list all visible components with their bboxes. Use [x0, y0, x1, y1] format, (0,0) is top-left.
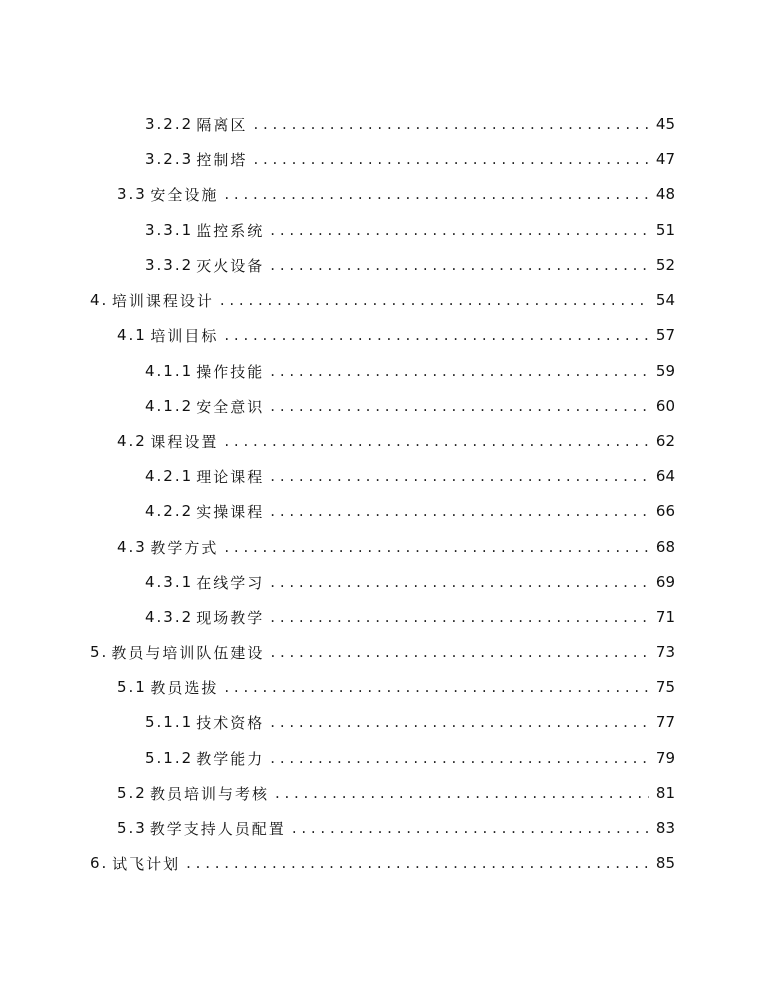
toc-entry[interactable]	[90, 850, 675, 876]
toc-entry-page: 59	[655, 362, 675, 380]
toc-entry-title: 控制塔	[196, 150, 248, 169]
toc-entry-title: 安全设施	[150, 185, 219, 204]
toc-entry-number: 4.1.2	[145, 397, 194, 415]
toc-entry-page: 48	[655, 185, 675, 203]
toc-entry-number: 4.	[90, 291, 109, 309]
toc-entry[interactable]	[117, 780, 675, 806]
toc-entry-title: 教员培训与考核	[149, 784, 269, 803]
toc-entry[interactable]	[145, 146, 675, 172]
toc-entry[interactable]	[90, 287, 675, 313]
toc-entry[interactable]	[117, 322, 675, 348]
toc-entry-number: 5.	[90, 643, 109, 661]
toc-entry-title: 培训课程设计	[111, 291, 214, 310]
toc-entry-number: 4.3	[117, 538, 147, 556]
toc-entry-title: 隔离区	[196, 115, 248, 134]
toc-dot-leader	[270, 608, 649, 626]
toc-entry-number: 5.1	[117, 678, 147, 696]
toc-entry-title: 教学方式	[150, 538, 219, 557]
toc-dot-leader	[253, 150, 649, 168]
toc-entry-title: 课程设置	[150, 432, 219, 451]
toc-entry[interactable]	[145, 358, 675, 384]
toc-entry[interactable]	[145, 111, 675, 137]
toc-entry-number: 5.3	[117, 819, 147, 837]
toc-entry-page: 68	[655, 538, 675, 556]
toc-entry[interactable]	[117, 674, 675, 700]
toc-entry-number: 5.1.2	[145, 749, 194, 767]
toc-dot-leader	[270, 643, 649, 661]
toc-entry-page: 52	[655, 256, 675, 274]
toc-entry-page: 79	[655, 749, 675, 767]
toc-entry-page: 64	[655, 467, 675, 485]
toc-entry-number: 3.2.3	[145, 150, 194, 168]
toc-entry-page: 51	[655, 221, 675, 239]
toc-dot-leader	[275, 784, 649, 802]
toc-entry[interactable]	[145, 217, 675, 243]
toc-entry[interactable]	[145, 463, 675, 489]
toc-dot-leader	[270, 502, 649, 520]
toc-entry-page: 62	[655, 432, 675, 450]
toc-dot-leader	[253, 115, 649, 133]
toc-entry-title: 技术资格	[196, 713, 265, 732]
toc-entry-number: 4.1	[117, 326, 147, 344]
toc-dot-leader	[270, 221, 649, 239]
toc-entry-number: 4.2.2	[145, 502, 194, 520]
toc-entry-title: 现场教学	[196, 608, 265, 627]
toc-dot-leader	[224, 538, 649, 556]
toc-entry[interactable]	[145, 709, 675, 735]
toc-entry-title: 实操课程	[196, 502, 265, 521]
toc-entry-number: 3.2.2	[145, 115, 194, 133]
toc-dot-leader	[270, 573, 649, 591]
toc-entry-number: 4.1.1	[145, 362, 194, 380]
toc-entry-number: 4.2	[117, 432, 147, 450]
toc-entry-title: 教学支持人员配置	[149, 819, 286, 838]
toc-entry-page: 57	[655, 326, 675, 344]
toc-entry-page: 54	[655, 291, 675, 309]
toc-entry-title: 培训目标	[150, 326, 219, 345]
toc-dot-leader	[292, 819, 649, 837]
toc-entry-number: 3.3.2	[145, 256, 194, 274]
toc-entry-page: 71	[655, 608, 675, 626]
toc-entry-page: 69	[655, 573, 675, 591]
toc-entry-number: 3.3.1	[145, 221, 194, 239]
toc-dot-leader	[186, 854, 649, 872]
toc-dot-leader	[270, 362, 649, 380]
toc-entry-page: 85	[655, 854, 675, 872]
toc-entry-title: 教员与培训队伍建设	[111, 643, 265, 662]
toc-entry[interactable]	[117, 815, 675, 841]
toc-entry[interactable]	[117, 181, 675, 207]
toc-entry-number: 5.1.1	[145, 713, 194, 731]
toc-entry-page: 75	[655, 678, 675, 696]
toc-dot-leader	[224, 326, 649, 344]
toc-dot-leader	[220, 291, 649, 309]
toc-entry-title: 在线学习	[196, 573, 265, 592]
toc-dot-leader	[224, 185, 649, 203]
toc-entry-number: 4.3.1	[145, 573, 194, 591]
toc-dot-leader	[270, 749, 649, 767]
toc-entry-page: 77	[655, 713, 675, 731]
toc-entry-title: 监控系统	[196, 221, 265, 240]
toc-dot-leader	[224, 678, 649, 696]
toc-entry[interactable]	[90, 639, 675, 665]
toc-entry-page: 45	[655, 115, 675, 133]
toc-entry-title: 灭火设备	[196, 256, 265, 275]
toc-entry[interactable]	[145, 393, 675, 419]
toc-entry-number: 4.2.1	[145, 467, 194, 485]
toc-dot-leader	[270, 467, 649, 485]
toc-entry-title: 操作技能	[196, 362, 265, 381]
toc-dot-leader	[270, 713, 649, 731]
toc-entry-title: 教学能力	[196, 749, 265, 768]
toc-entry[interactable]	[145, 604, 675, 630]
toc-entry-page: 83	[655, 819, 675, 837]
toc-entry[interactable]	[145, 569, 675, 595]
toc-entry-page: 47	[655, 150, 675, 168]
toc-dot-leader	[224, 432, 649, 450]
toc-dot-leader	[270, 256, 649, 274]
toc-entry-number: 6.	[90, 854, 109, 872]
toc-entry[interactable]	[145, 252, 675, 278]
toc-entry-number: 5.2	[117, 784, 147, 802]
toc-dot-leader	[270, 397, 649, 415]
toc-entry-title: 试飞计划	[112, 854, 181, 873]
toc-entry-page: 81	[655, 784, 675, 802]
toc-entry-title: 教员选拔	[150, 678, 219, 697]
toc-entry-page: 66	[655, 502, 675, 520]
toc-entry[interactable]	[145, 498, 675, 524]
toc-entry-number: 4.3.2	[145, 608, 194, 626]
toc-entry[interactable]	[145, 745, 675, 771]
toc-entry-page: 60	[655, 397, 675, 415]
toc-entry-title: 安全意识	[196, 397, 265, 416]
toc-entry[interactable]	[117, 428, 675, 454]
toc-entry-title: 理论课程	[196, 467, 265, 486]
toc-entry-number: 3.3	[117, 185, 147, 203]
toc-entry[interactable]	[117, 534, 675, 560]
toc-entry-page: 73	[655, 643, 675, 661]
